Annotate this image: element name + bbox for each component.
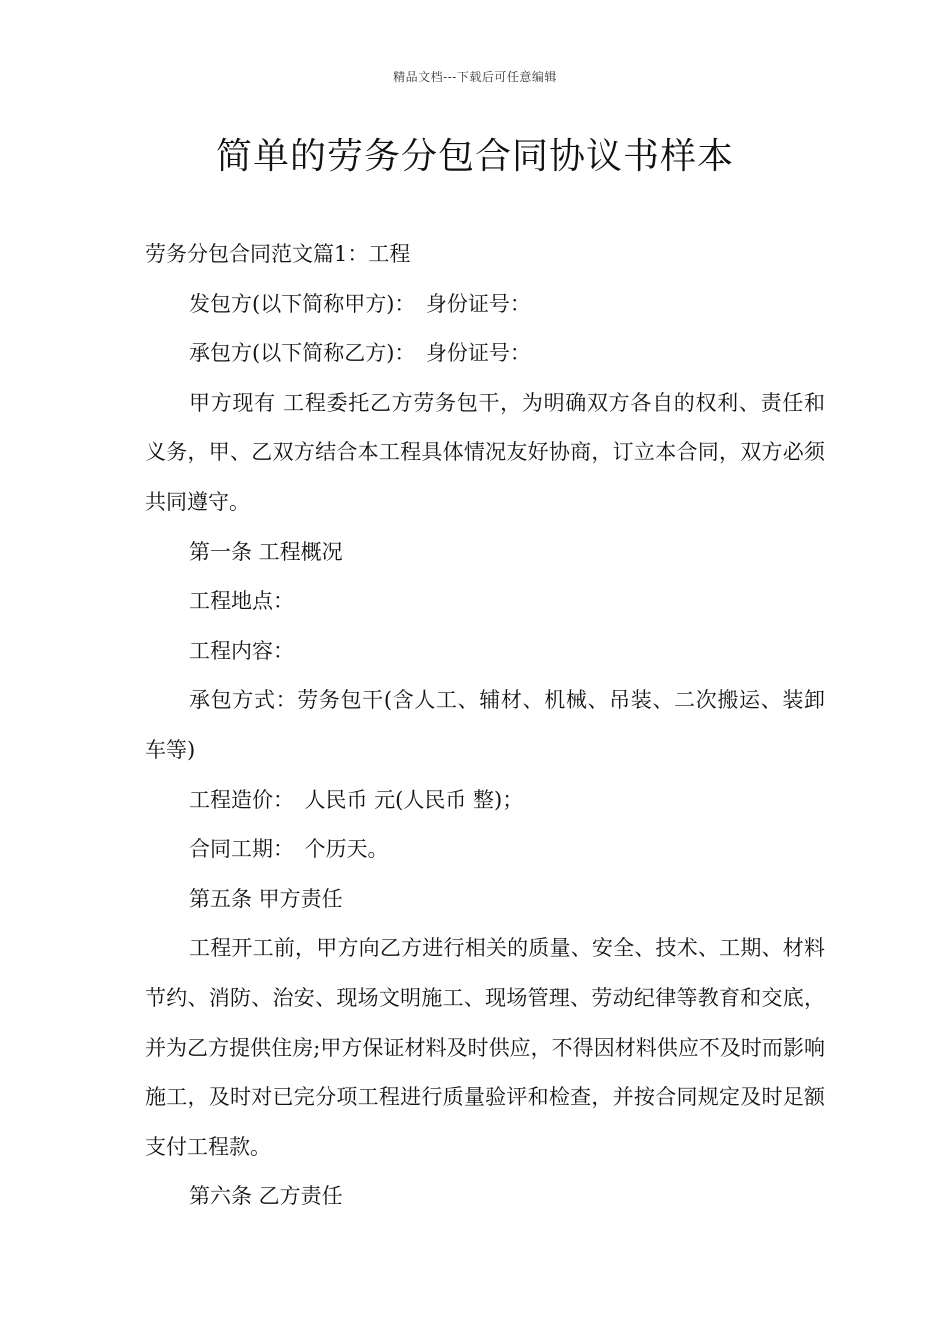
paragraph-project-cost: 工程造价： 人民币 元(人民币 整)； — [189, 787, 524, 812]
paragraph-project-content: 工程内容： — [189, 638, 294, 663]
paragraph-party-a-duties: 工程开工前，甲方向乙方进行相关的质量、安全、技术、工期、材料节约、消防、治安、现场文明施工、现场管理、劳动纪律等教育和交底，并为乙方提供住房;甲方保证材料及时供应，不得因材料供应不及时而影响施工，及时对已完分项工程进行质量验评和检查，并按合同规定及时足额支付工程款。 — [145, 936, 825, 1159]
paragraph-party-b: 承包方(以下简称乙方)： 身份证号： — [189, 341, 531, 366]
paragraph-party-a: 发包方(以下简称甲方)： 身份证号： — [189, 291, 531, 316]
paragraph-contract-method: 承包方式：劳务包干(含人工、辅材、机械、吊装、二次搬运、装卸车等) — [145, 688, 825, 762]
paragraph-project-location: 工程地点： — [189, 589, 294, 614]
paragraph-preamble: 甲方现有 工程委托乙方劳务包干，为明确双方各自的权利、责任和义务，甲、乙双方结合本工程具体情况友好协商，订立本合同，双方必须共同遵守。 — [145, 390, 825, 514]
document-body — [145, 230, 825, 1222]
article-5-heading: 第五条 甲方责任 — [189, 886, 343, 911]
document-title: 简单的劳务分包合同协议书样本 — [215, 136, 734, 177]
header-note: 精品文档---下载后可任意编辑 — [393, 70, 557, 84]
article-1-heading: 第一条 工程概况 — [189, 539, 343, 564]
paragraph-contract-duration: 合同工期： 个历天。 — [189, 837, 389, 862]
article-6-heading: 第六条 乙方责任 — [189, 1184, 343, 1209]
paragraph-intro: 劳务分包合同范文篇1：工程 — [145, 242, 411, 266]
